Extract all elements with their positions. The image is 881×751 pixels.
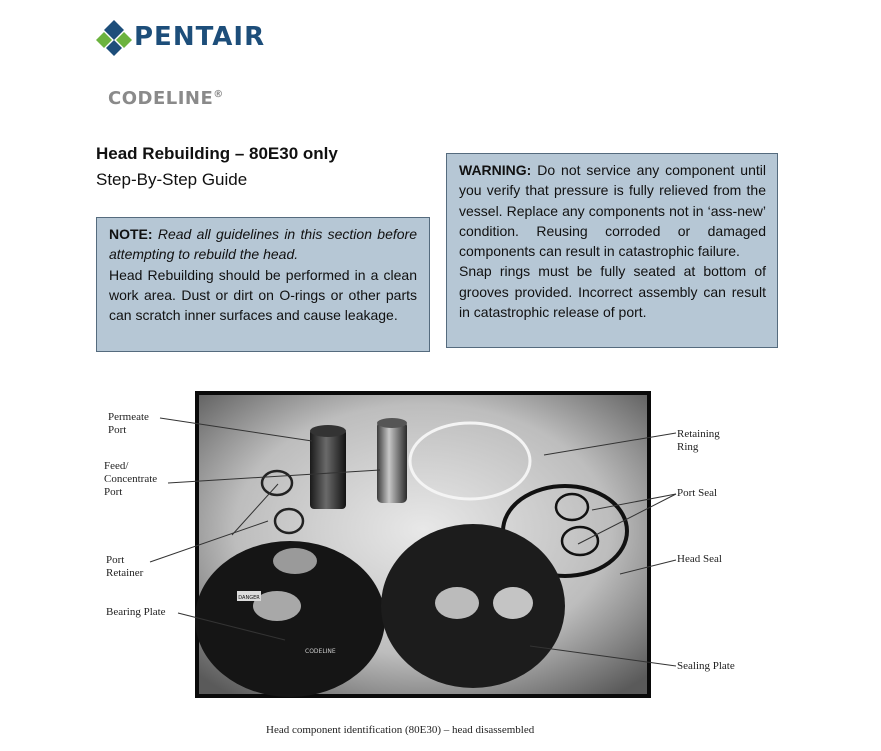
component-photo bbox=[195, 391, 651, 698]
codeline-logo bbox=[108, 88, 224, 109]
label-permeate-port-line2: Port bbox=[108, 424, 127, 436]
pentair-logo bbox=[96, 16, 286, 60]
label-feed-line2: Concentrate bbox=[104, 473, 158, 485]
note-box bbox=[96, 217, 430, 352]
plate-brand-text: CODELINE bbox=[305, 648, 336, 655]
warning-label: WARNING: bbox=[459, 162, 532, 178]
label-feed-line1: Feed/ bbox=[104, 460, 129, 472]
label-retaining-ring-line1: Retaining bbox=[677, 428, 720, 440]
note-label: NOTE: bbox=[109, 226, 153, 242]
label-head-seal: Head Seal bbox=[677, 553, 722, 565]
note-body: Head Rebuilding should be performed in a clean work area. Dust or dirt on O-rings or other parts can scratch inner surfaces and cause leakage. bbox=[109, 266, 417, 324]
warning-text-2: Snap rings must be fully seated at bottom of grooves provided. Incorrect assembly can result in catastrophic release of port. bbox=[459, 263, 766, 321]
registered-mark: ® bbox=[213, 89, 224, 100]
label-port-retainer-line1: Port bbox=[106, 554, 125, 566]
pentair-mark-icon bbox=[96, 18, 132, 58]
label-retaining-ring bbox=[677, 428, 720, 454]
label-port-retainer bbox=[106, 554, 143, 580]
warning-box bbox=[446, 153, 778, 348]
label-bearing-plate: Bearing Plate bbox=[106, 606, 166, 618]
warning-text: Do not service any component until you verify that pressure is fully relieved from the vessel. Replace any components not in ‘ass-new’ condition. Reusing corroded or damaged components can result in catastrophic failure. bbox=[459, 162, 766, 260]
label-port-retainer-line2: Retainer bbox=[106, 567, 144, 579]
label-permeate-port bbox=[108, 411, 149, 437]
page-title: Head Rebuilding – 80E30 only bbox=[96, 144, 338, 163]
figure-caption: Head component identification (80E30) – head disassembled bbox=[266, 724, 535, 736]
danger-sticker-text: DANGER bbox=[238, 595, 260, 601]
codeline-text: CODELINE bbox=[108, 88, 214, 109]
label-feed-port bbox=[104, 460, 157, 499]
label-port-seal: Port Seal bbox=[677, 487, 718, 499]
note-italic-text: Read all guidelines in this section before attempting to rebuild the head. bbox=[109, 226, 417, 263]
label-retaining-ring-line2: Ring bbox=[677, 441, 699, 453]
brand-name: PENTAIR bbox=[134, 22, 266, 52]
label-sealing-plate: Sealing Plate bbox=[677, 660, 735, 672]
page-subtitle: Step-By-Step Guide bbox=[96, 170, 248, 189]
label-permeate-port-line1: Permeate bbox=[108, 411, 149, 423]
label-feed-line3: Port bbox=[104, 486, 123, 498]
